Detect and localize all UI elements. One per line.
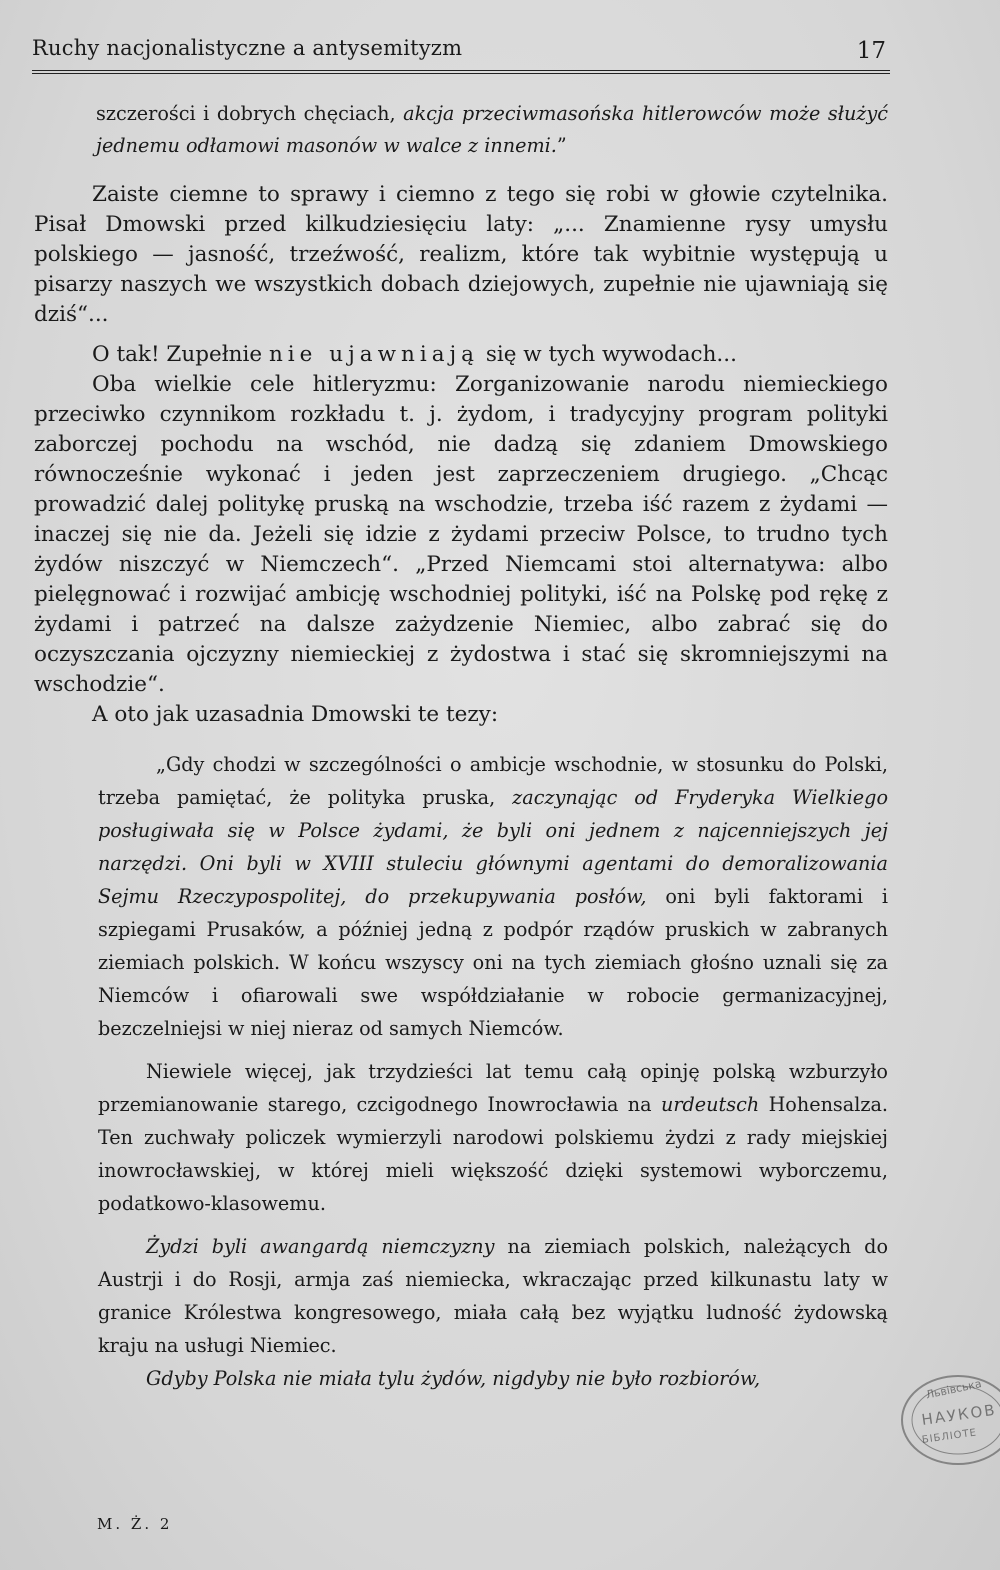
paragraph-uzasadnia: A oto jak uzasadnia Dmowski te tezy: — [92, 702, 499, 727]
paragraph-hitleryzm: Oba wielkie cele hitleryzmu: Zorganizowanie narodu niemieckiego przeciwko czynnikom rozkładu t. j. żydom, i tradycyjny program polityki zaborczej pochodu na wschód, nie dadzą się zdaniem Dmowskiego równocześnie wykonać i jeden jest zaprzeczeniem drugiego. „Chcąc prowadzić dalej politykę pruską na wschodzie, trzeba iść razem z żydami — inaczej się nie da. Jeżeli się idzie z żydami przeciw Polsce, to trudno tych żydów niszczyć w Niemczech“. „Przed Niemcami stoi alternatywa: albo pielęgnować i rozwijać ambicję wschodniej polityki, iść na Polskę pod rękę z żydami i patrzeć na dalsze zażydzenie Niemiec, albo zabrać się do oczyszczania ojczyzny niemieckiej z żydostwa i stać się skromniejszymi na wschodzie“. — [34, 372, 888, 697]
library-stamp — [896, 1362, 1000, 1472]
body-text — [34, 98, 888, 1395]
quote-paragraph-4: Gdyby Polska nie miała tylu żydów, nigdyby nie było rozbiorów, — [146, 1367, 761, 1390]
stamp-line-1: Львівська — [924, 1377, 983, 1402]
running-title: Ruchy nacjonalistyczne a antysemityzm — [32, 36, 463, 60]
quote-paragraph-3: Żydzi byli awangardą niemczyzny na ziemiach polskich, należących do Austrji i do Rosji, armja zaś niemiecka, wkraczając przed kilkunastu laty w granice Królestwa kongresowego, miała całą bez wyjątku ludność żydowską kraju na usługi Niemiec. — [98, 1235, 888, 1357]
paragraph-quote-continuation: szczerości i dobrych chęciach, akcja przeciwmasońska hitlerowców może służyć jednemu odłamowi masonów w walce z innemi.” — [96, 102, 888, 157]
page-number: 17 — [856, 38, 886, 64]
stamp-line-3: БІБЛІОТЕ — [921, 1427, 978, 1446]
paragraph-o-tak: O tak! Zupełnie nie ujawniają się w tych wywodach... — [92, 342, 737, 367]
page-header — [32, 34, 890, 74]
stamp-line-2: НАУКОВ — [920, 1400, 998, 1429]
signature-mark: M. Ż. 2 — [97, 1515, 173, 1533]
paragraph-dmowski-citation: Zaiste ciemne to sprawy i ciemno z tego się robi w głowie czytelnika. Pisał Dmowski przed kilkudziesięciu laty: „... Znamienne rysy umysłu polskiego — jasność, trzeźwość, realizm, które tak wybitnie występują u pisarzy naszych we wszystkich dobach dziejowych, zupełnie nie ujawniają się dziś“... — [34, 182, 888, 327]
quote-paragraph-2: Niewiele więcej, jak trzydzieści lat temu całą opinję polską wzburzyło przemianowanie starego, czcigodnego Inowrocławia na urdeutsch Hohensalza. Ten zuchwały policzek wymierzyli narodowi polskiemu żydzi z rady miejskiej inowrocławskiej, w której mieli większość dzięki systemowi wyborczemu, podatkowo-klasowemu. — [98, 1060, 888, 1215]
quote-paragraph-1: „Gdy chodzi w szczególności o ambicje wschodnie, w stosunku do Polski, trzeba pamiętać, że polityka pruska, zaczynając od Fryderyka Wielkiego posługiwała się w Polsce żydami, że byli oni jednem z najcenniejszych jej narzędzi. Oni byli w XVIII stuleciu głównymi agentami do demoralizowania Sejmu Rzeczypospolitej, do przekupywania posłów, oni byli faktorami i szpiegami Prusaków, a później jedną z podpór rządów pruskich w zabranych ziemiach polskich. W końcu wszyscy oni na tych ziemiach głośno uznali się za Niemców i ofiarowali swe współdziałanie w robocie germanizacyjnej, bezczelniejsi w niej nieraz od samych Niemców. — [98, 753, 888, 1040]
